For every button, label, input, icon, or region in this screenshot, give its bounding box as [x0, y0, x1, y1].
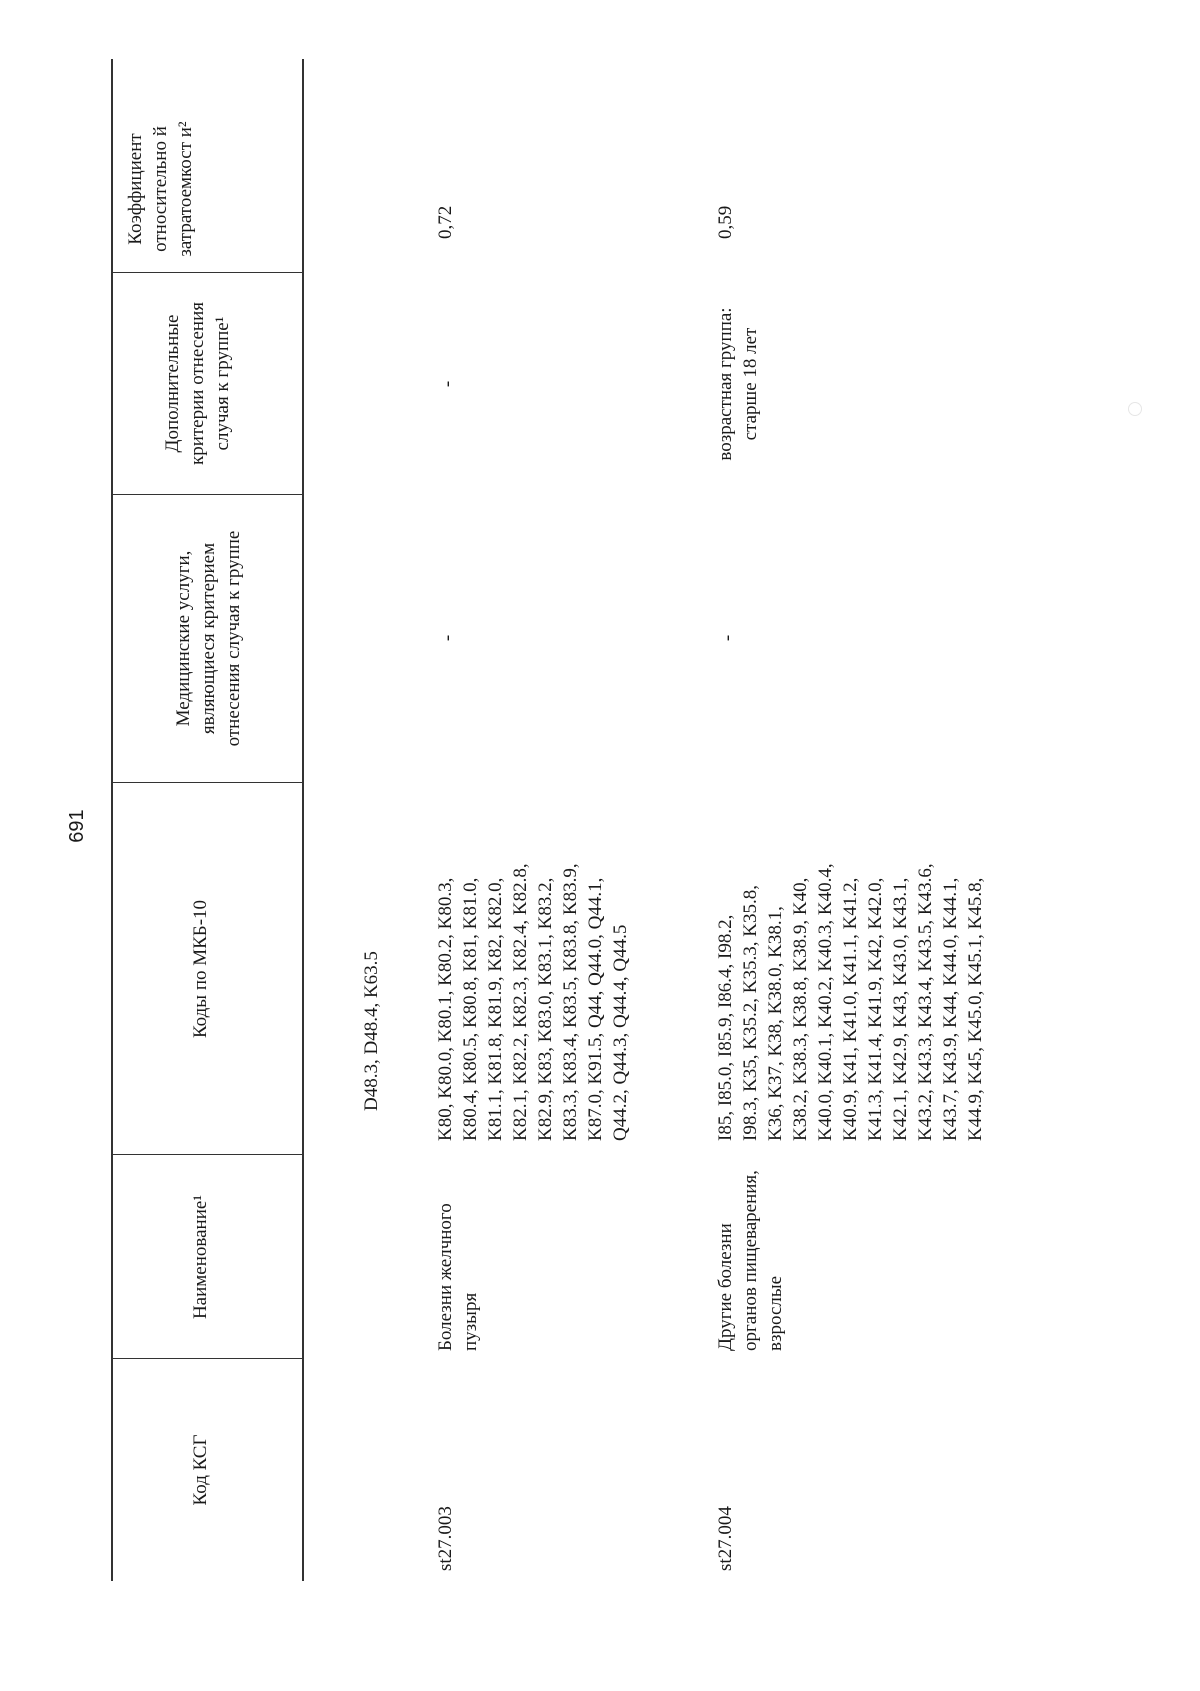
- icd-line: K83.3, K83.4, K83.5, K83.8, K83.9,: [560, 863, 581, 1141]
- icd-line: K87.0, K91.5, Q44, Q44.0, Q44.1,: [585, 877, 606, 1141]
- continuation-codes: D48.3, D48.4, K63.5: [361, 951, 382, 1111]
- header-services: Медицинские услуги, являющиеся критерием отнесения случая к группе: [173, 530, 244, 747]
- icd-line: K43.7, K43.9, K44, K44.0, K44.1,: [940, 877, 961, 1141]
- icd-line: K82.9, K83, K83.0, K83.1, K83.2,: [535, 877, 556, 1141]
- row-2-services: -: [717, 634, 738, 642]
- row-2-code: st27.004: [715, 1506, 736, 1571]
- row-2-icd-codes: [713, 786, 988, 1141]
- header-coefficient: Коэффициент относительно й затратоемкост и²: [125, 121, 196, 257]
- row-1-coefficient: 0,72: [435, 205, 456, 239]
- col-divider-4: [111, 494, 302, 495]
- row-1-code: st27.003: [435, 1506, 456, 1571]
- header-bottom-rule: [302, 59, 304, 1581]
- icd-line: K80, K80.0, K80.1, K80.2, K80.3,: [435, 877, 456, 1141]
- icd-line: K81.1, K81.8, K81.9, K82, K82.0,: [485, 877, 506, 1141]
- col-divider-3: [111, 782, 302, 783]
- icd-line: K38.2, K38.3, K38.8, K38.9, K40,: [790, 877, 811, 1141]
- col-divider-1: [111, 1358, 302, 1359]
- icd-line: K36, K37, K38, K38.0, K38.1,: [765, 906, 786, 1141]
- icd-line: K42.1, K42.9, K43, K43.0, K43.1,: [890, 877, 911, 1141]
- table-top-rule: [111, 59, 113, 1581]
- icd-line: Q44.2, Q44.3, Q44.4, Q44.5: [610, 924, 631, 1141]
- icd-line: I85, I85.0, I85.9, I86.4, I98.2,: [715, 914, 736, 1141]
- icd-line: K41.3, K41.4, K41.9, K42, K42.0,: [865, 877, 886, 1141]
- icd-line: K44.9, K45, K45.0, K45.1, K45.8,: [965, 877, 986, 1141]
- icd-line: I98.3, K35, K35.2, K35.3, K35.8,: [740, 885, 761, 1141]
- row-2-criteria: возрастная группа: старше 18 лет: [715, 307, 761, 461]
- icd-line: K43.2, K43.3, K43.4, K43.5, K43.6,: [915, 863, 936, 1141]
- page-number: 691: [66, 809, 88, 843]
- header-code: Код КСГ: [190, 1434, 211, 1506]
- row-1-services: -: [437, 634, 458, 642]
- row-1-icd-codes: [433, 786, 633, 1141]
- row-2-name: Другие болезни органов пищеварения, взрослые: [715, 1170, 786, 1351]
- row-2-coefficient: 0,59: [715, 205, 736, 239]
- header-name: Наименование¹: [190, 1194, 211, 1320]
- col-divider-2: [111, 1154, 302, 1155]
- header-icd-codes: Коды по МКБ-10: [190, 899, 211, 1039]
- icd-line: K40.9, K41, K41.0, K41.1, K41.2,: [840, 877, 861, 1141]
- col-divider-5: [111, 272, 302, 273]
- icd-line: K80.4, K80.5, K80.8, K81, K81.0,: [460, 877, 481, 1141]
- icd-line: K40.0, K40.1, K40.2, K40.3, K40.4,: [815, 863, 836, 1141]
- scan-mark: [1128, 402, 1142, 416]
- icd-line: K82.1, K82.2, K82.3, K82.4, K82.8,: [510, 863, 531, 1141]
- row-1-name: Болезни желчного пузыря: [435, 1203, 481, 1351]
- header-criteria: Дополнительные критерии отнесения случая к группе¹: [162, 301, 233, 466]
- row-1-criteria: -: [437, 380, 458, 388]
